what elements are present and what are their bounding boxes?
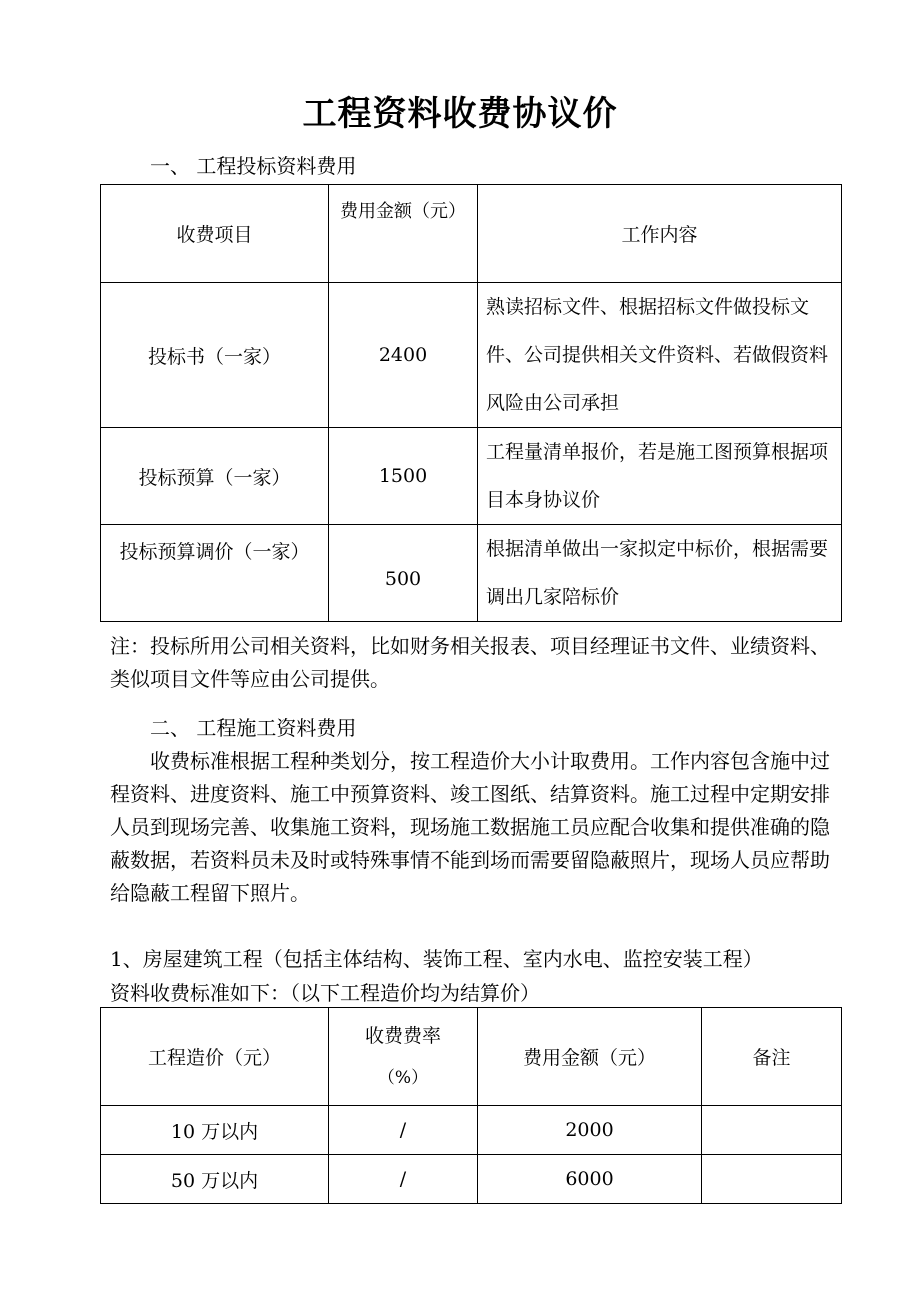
table-row	[101, 283, 842, 428]
header-fee-item: 收费项目	[101, 185, 329, 283]
header-work-content: 工作内容	[478, 185, 842, 283]
housing-construction-item: 1、房屋建筑工程（包括主体结构、装饰工程、室内水电、监控安装工程）	[110, 947, 763, 971]
table-row	[101, 1106, 842, 1155]
row-cost: 10 万以内	[101, 1106, 329, 1155]
fee-standard-note: 资料收费标准如下：（以下工程造价均为结算价）	[110, 981, 540, 1005]
row-item: 投标预算（一家）	[101, 428, 329, 525]
table-header-row	[101, 185, 842, 283]
table-row	[101, 1155, 842, 1204]
row-remark	[702, 1155, 842, 1204]
table-row	[101, 428, 842, 525]
section-1-heading: 一、 工程投标资料费用	[150, 154, 357, 178]
row-amount: 2000	[478, 1106, 702, 1155]
row-amount: 1500	[329, 428, 478, 525]
header-fee-amount: 费用金额（元）	[478, 1008, 702, 1106]
row-content: 根据清单做出一家拟定中标价，根据需要调出几家陪标价	[478, 525, 842, 622]
header-fee-rate-label: 收费费率	[364, 1024, 441, 1047]
row-amount: 6000	[478, 1155, 702, 1204]
header-fee-rate-unit: （%）	[377, 1067, 429, 1088]
row-rate: /	[329, 1155, 478, 1204]
row-cost: 50 万以内	[101, 1155, 329, 1204]
header-engineering-cost: 工程造价（元）	[101, 1008, 329, 1106]
page-title: 工程资料收费协议价	[302, 94, 618, 134]
header-remark: 备注	[702, 1008, 842, 1106]
bidding-fee-table	[100, 184, 842, 622]
row-item: 投标预算调价（一家）	[101, 525, 329, 622]
row-amount: 500	[329, 525, 478, 622]
row-amount: 2400	[329, 283, 478, 428]
section-2-heading: 二、 工程施工资料费用	[150, 716, 357, 740]
table-row	[101, 525, 842, 622]
row-rate: /	[329, 1106, 478, 1155]
construction-fee-table	[100, 1007, 842, 1204]
header-fee-rate	[329, 1008, 478, 1106]
table-header-row	[101, 1008, 842, 1106]
row-content: 工程量清单报价，若是施工图预算根据项目本身协议价	[478, 428, 842, 525]
row-remark	[702, 1106, 842, 1155]
construction-fee-description: 收费标准根据工程种类划分，按工程造价大小计取费用。工作内容包含施中过程资料、进度资料、施工中预算资料、竣工图纸、结算资料。施工过程中定期安排人员到现场完善、收集施工资料，现场施工数据施工员应配合收集和提供准确的隐蔽数据，若资料员未及时或特殊事情不能到场而需要留隐蔽照片，现场人员应帮助给隐蔽工程留下照片。	[110, 749, 830, 905]
header-fee-amount: 费用金额（元）	[329, 185, 478, 283]
bidding-note: 注：投标所用公司相关资料，比如财务相关报表、项目经理证书文件、业绩资料、类似项目文件等应由公司提供。	[110, 634, 830, 691]
row-item: 投标书（一家）	[101, 283, 329, 428]
row-content: 熟读招标文件、根据招标文件做投标文件、公司提供相关文件资料、若做假资料风险由公司承担	[478, 283, 842, 428]
